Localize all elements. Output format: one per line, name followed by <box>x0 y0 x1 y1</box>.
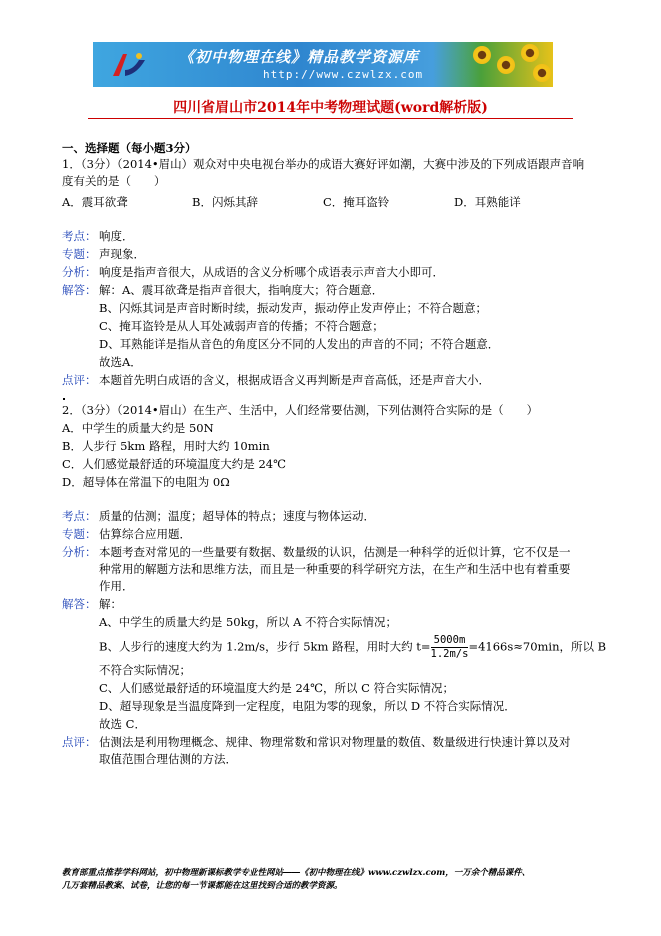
q2-option-a: A．中学生的质量大约是 50N <box>62 421 214 435</box>
q1-zhuanti: 声现象． <box>99 247 145 261</box>
q1-kaodian: 响度． <box>99 229 134 243</box>
separator-dot <box>63 398 65 400</box>
q2-jieda-c: C、人们感觉最舒适的环境温度大约是 24℃，所以 C 符合实际情况； <box>99 681 455 695</box>
q2-fenxi-line: 本题考查对常见的一些量要有数据、数量级的认识，估测是一种科学的近似计算，它不仅是一 <box>99 545 571 559</box>
header-banner <box>93 42 553 87</box>
site-logo <box>109 50 149 80</box>
q2-jieda-head: 解： <box>99 597 122 611</box>
section-heading: 一、选择题（每小题3分） <box>62 141 197 155</box>
q2-jieda-a: A、中学生的质量大约是 50kg，所以 A 不符合实际情况； <box>99 615 398 629</box>
q2-stem: 2．（3分）（2014•眉山）在生产、生活中，人们经常要估测，下列估测符合实际的是（ ） <box>62 403 539 417</box>
fraction-numerator: 5000m <box>431 634 469 648</box>
q2-fenxi-line: 种常用的解题方法和思维方法，而且是一种重要的科学研究方法，在生产和生活中也有着重要 <box>99 562 571 576</box>
q2-fenxi-line: 作用． <box>99 579 134 593</box>
q2-jieda-b <box>99 634 606 661</box>
q2-option-d: D．超导体在常温下的电阻为 0Ω <box>62 475 230 489</box>
q1-option-a: A．震耳欲聋 <box>62 195 128 209</box>
footer-line2: 几万套精品教案、试卷，让您的每一节课都能在这里找到合适的教学资源。 <box>62 881 343 891</box>
sunflower-decoration <box>433 42 553 87</box>
q2-dianping-label: 点评： <box>62 735 97 749</box>
q2-dianping-line: 估测法是利用物理概念、规律、物理常数和常识对物理量的数值、数量级进行快速计算以及对 <box>99 735 571 749</box>
q1-jieda-line: C、掩耳盗铃是从人耳处减弱声音的传播；不符合题意； <box>99 319 384 333</box>
fraction-denominator: 1.2m/s <box>430 648 469 660</box>
banner-url[interactable]: http://www.czwlzx.com <box>263 68 424 81</box>
q1-jieda-line: B、闪烁其词是声音时断时续，振动发声，振动停止发声停止；不符合题意； <box>99 301 487 315</box>
q2-option-c: C．人们感觉最舒适的环境温度大约是 24℃ <box>62 457 286 471</box>
q1-jieda-line: 解：A、震耳欲聋是指声音很大，指响度大；符合题意． <box>99 283 384 297</box>
title-underline <box>88 118 573 119</box>
q2-kaodian-label: 考点： <box>62 509 97 523</box>
q1-jieda-label: 解答： <box>62 283 97 297</box>
q1-option-b: B．闪烁其辞 <box>192 195 258 209</box>
q2-jieda-d: D、超导现象是当温度降到一定程度，电阻为零的现象，所以 D 不符合实际情况． <box>99 699 516 713</box>
q2-jieda-label: 解答： <box>62 597 97 611</box>
q2-kaodian: 质量的估测；温度；超导体的特点；速度与物体运动． <box>99 509 375 523</box>
q1-option-d: D．耳熟能详 <box>454 195 521 209</box>
document-title: 四川省眉山市2014年中考物理试题(word解析版) <box>173 100 488 116</box>
q2-option-b: B．人步行 5km 路程，用时大约 10min <box>62 439 270 453</box>
q1-jieda-line: 故选A． <box>99 355 142 369</box>
q2-zhuanti-label: 专题： <box>62 527 97 541</box>
q2-jieda-b-post: =4166s≈70min，所以 B <box>468 639 607 654</box>
q2-zhuanti: 估算综合应用题． <box>99 527 191 541</box>
q2-dianping-line: 取值范围合理估测的方法． <box>99 752 237 766</box>
q2-jieda-b-cont: 不符合实际情况； <box>99 663 191 677</box>
q1-zhuanti-label: 专题： <box>62 247 97 261</box>
q2-fenxi-label: 分析： <box>62 545 97 559</box>
q1-stem-line1: 1．（3分）（2014•眉山）观众对中央电视台举办的成语大赛好评如潮，大赛中涉及的下列成语跟声音响 <box>62 157 585 171</box>
q1-jieda-line: D、耳熟能详是指从音色的角度区分不同的人发出的声音的不同；不符合题意． <box>99 337 500 351</box>
q1-fenxi-label: 分析： <box>62 265 97 279</box>
fraction <box>431 634 469 661</box>
q1-kaodian-label: 考点： <box>62 229 97 243</box>
q1-dianping: 本题首先明白成语的含义，根据成语含义再判断是声音高低，还是声音大小． <box>99 373 490 387</box>
q1-option-c: C．掩耳盗铃 <box>323 195 390 209</box>
q1-stem-line2: 度有关的是（ ） <box>62 174 166 188</box>
q1-fenxi: 响度是指声音很大，从成语的含义分析哪个成语表示声音大小即可． <box>99 265 444 279</box>
q2-jieda-b-pre: B、人步行的速度大约为 1.2m/s，步行 5km 路程，用时大约 t= <box>99 639 431 654</box>
banner-slogan: 《初中物理在线》精品教学资源库 <box>179 48 420 66</box>
q2-choose: 故选 C． <box>99 717 146 731</box>
q1-dianping-label: 点评： <box>62 373 97 387</box>
footer-line1: 教育部重点推荐学科网站，初中物理新课标教学专业性网站――《初中物理在线》www.czwlzx.com，一万余个精品课件、 <box>62 868 531 878</box>
